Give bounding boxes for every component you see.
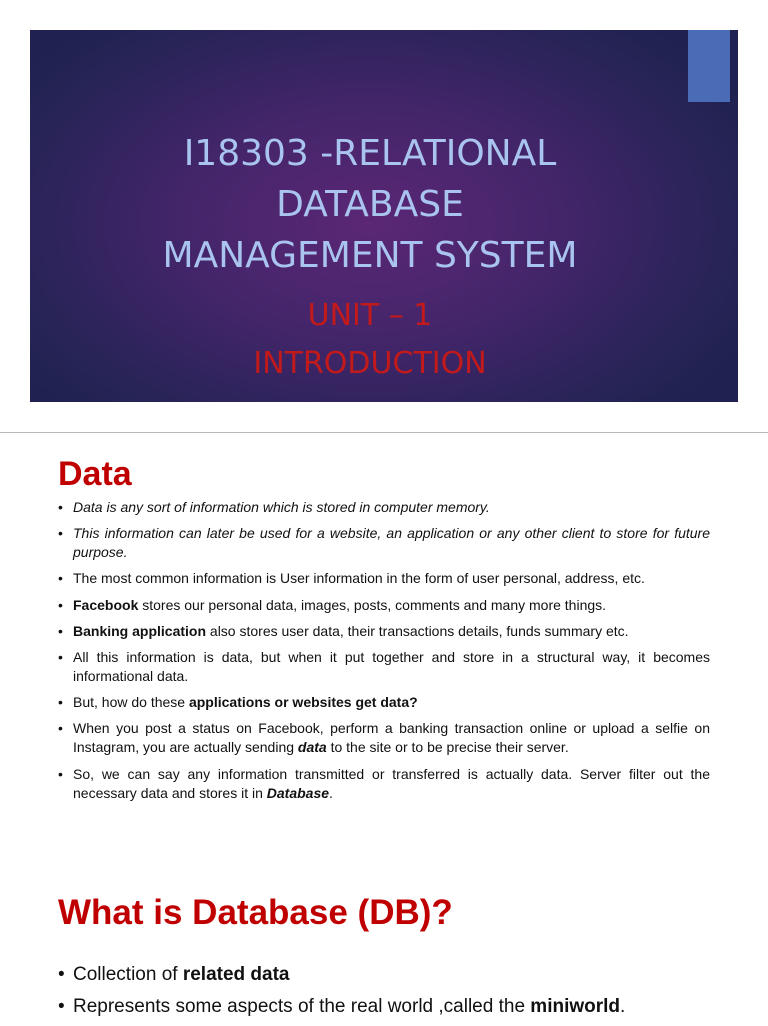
bullet-text: So, we can say any information transmitted or transferred is actually data. Server filter out the necessary data and stores it in — [73, 765, 710, 801]
unit-label: UNIT – 1 — [307, 298, 433, 333]
list-item — [58, 962, 738, 988]
bullet-text: But, how do these — [73, 694, 189, 711]
unit-block — [30, 292, 710, 388]
bullet-text: to the site or to be precise their server. — [326, 739, 569, 756]
bullet-text: All this information is data, but when it put together and store in a structural way, it becomes informational data. — [73, 648, 710, 684]
bullet-text: Data is any sort of information which is stored in computer memory. — [73, 499, 490, 515]
bullet-icon: • — [58, 622, 63, 639]
accent-tab — [688, 30, 730, 102]
list-item — [58, 524, 710, 562]
course-title — [30, 128, 710, 281]
list-item — [58, 622, 710, 641]
bullet-text: Represents some aspects of the real world ,called the — [73, 996, 531, 1017]
course-title-line-1: I18303 -RELATIONAL — [183, 133, 557, 174]
bullet-bold-text: related data — [182, 964, 290, 985]
slide-divider — [0, 432, 768, 433]
bullet-icon: • — [58, 499, 63, 515]
list-item — [58, 498, 710, 517]
course-title-line-3: MANAGEMENT SYSTEM — [162, 235, 578, 276]
bullet-bold-text: applications or websites get data? — [188, 694, 418, 711]
database-heading: What is Database (DB)? — [58, 893, 453, 932]
list-item — [58, 994, 738, 1020]
bullet-text: Collection of — [73, 964, 183, 985]
bullet-text: also stores user data, their transactions details, funds summary etc. — [206, 622, 629, 639]
list-item — [58, 569, 710, 588]
bullet-icon: • — [58, 525, 63, 542]
list-item — [58, 596, 710, 615]
bullet-text: . — [620, 996, 626, 1017]
title-slide — [30, 30, 738, 402]
data-heading: Data — [58, 455, 132, 493]
bullet-icon: • — [58, 570, 63, 587]
list-item — [58, 765, 710, 803]
bullet-emphasis-text: Database — [266, 784, 330, 801]
data-bullet-list — [58, 498, 710, 810]
bullet-icon: • — [58, 964, 65, 985]
bullet-text: When you post a status on Facebook, perform a banking transaction online or upload a selfie on Instagram, you are actually sending — [73, 720, 710, 756]
bullet-text: This information can later be used for a website, an application or any other client to store for future purpose. — [73, 525, 710, 561]
bullet-icon: • — [58, 596, 63, 613]
topic-label: INTRODUCTION — [253, 346, 487, 381]
bullet-icon: • — [58, 694, 63, 711]
bullet-text: The most common information is User information in the form of user personal, address, etc. — [73, 570, 645, 587]
bullet-icon: • — [58, 648, 63, 665]
list-item — [58, 693, 710, 712]
bullet-icon: • — [58, 720, 63, 737]
list-item — [58, 719, 710, 757]
database-bullet-list — [58, 962, 738, 1026]
bullet-text: stores our personal data, images, posts, comments and many more things. — [138, 596, 607, 613]
bullet-icon: • — [58, 996, 65, 1017]
bullet-emphasis-text: data — [297, 739, 327, 756]
bullet-icon: • — [58, 765, 63, 782]
bullet-bold-text: miniworld — [530, 996, 621, 1017]
list-item — [58, 648, 710, 686]
course-title-line-2: DATABASE — [276, 184, 464, 225]
bullet-bold-text: Banking application — [73, 622, 207, 639]
bullet-bold-text: Facebook — [73, 596, 139, 613]
bullet-text: . — [329, 784, 333, 801]
